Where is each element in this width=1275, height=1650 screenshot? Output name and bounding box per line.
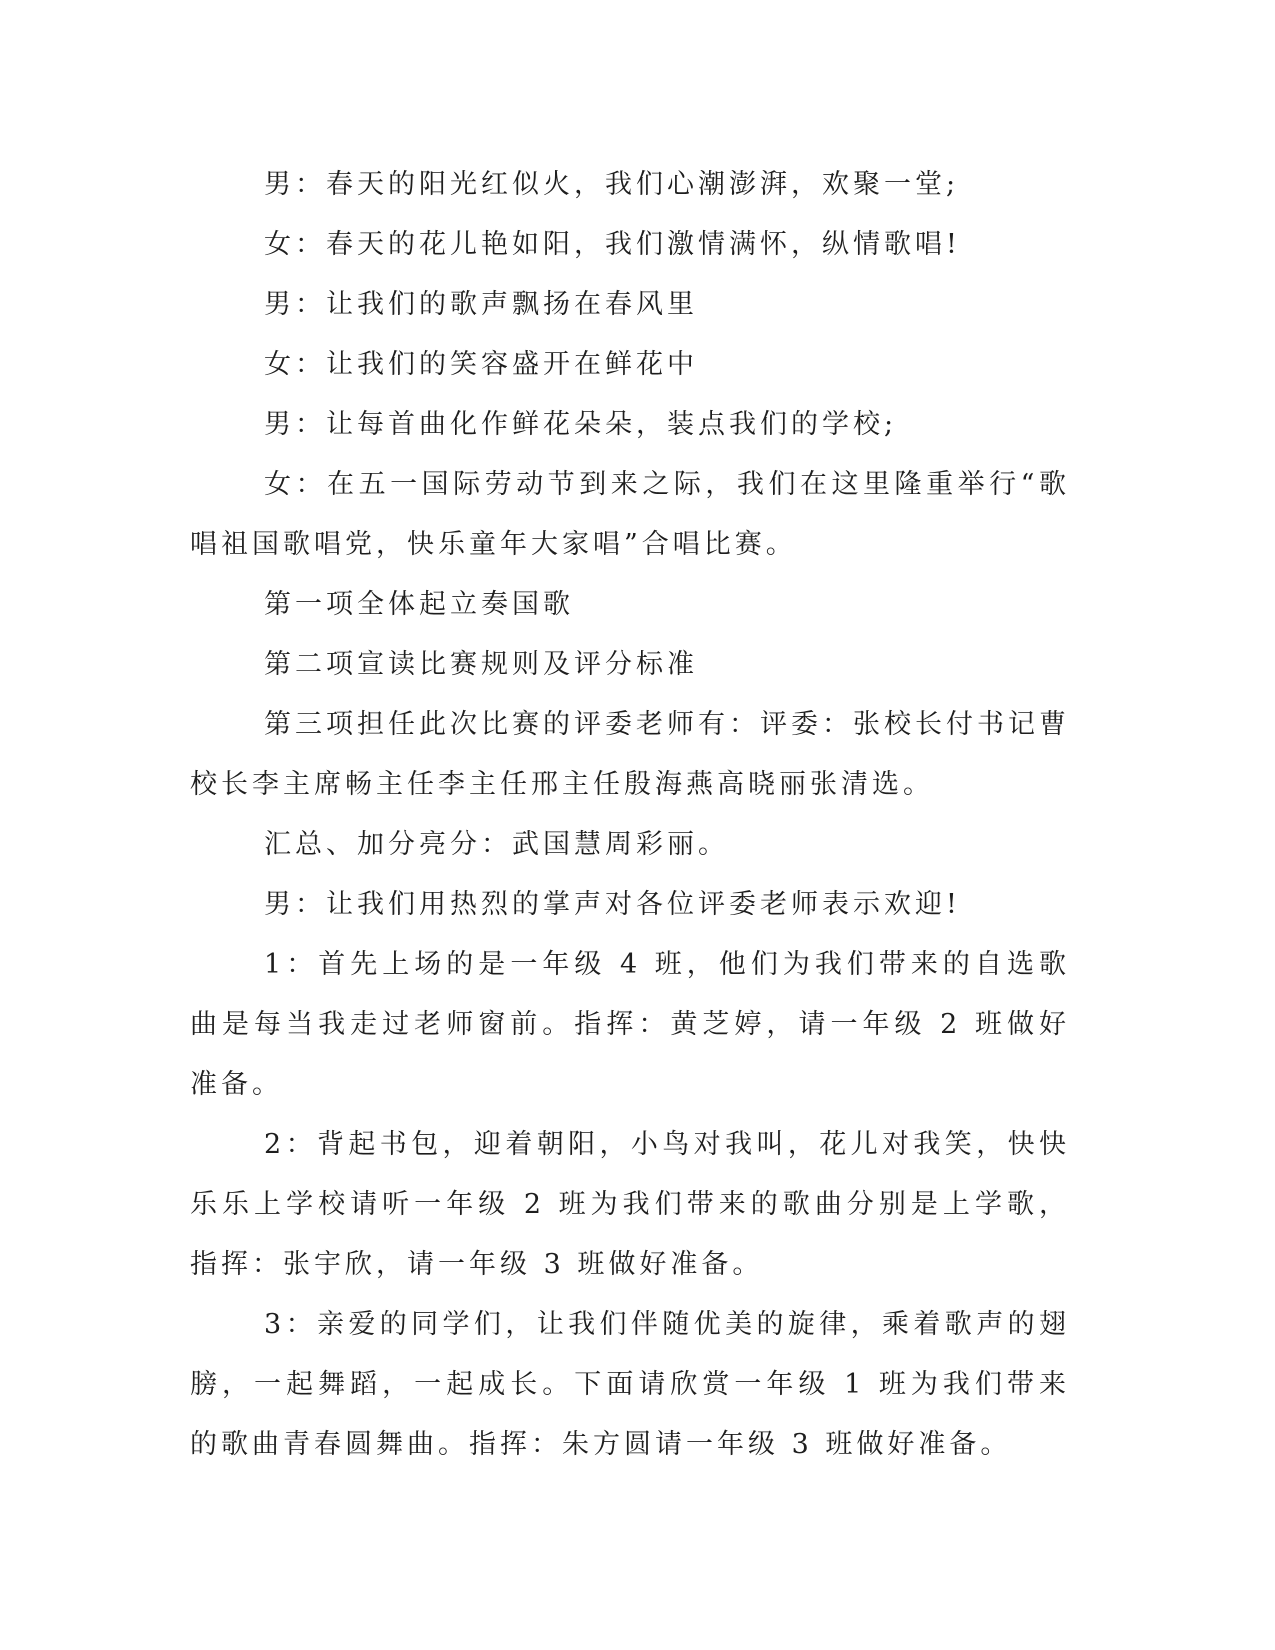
paragraph-female-3: 女：在五一国际劳动节到来之际，我们在这里隆重举行“歌唱祖国歌唱党，快乐童年大家唱”合唱比赛。 (190, 469, 1070, 560)
paragraph-male-welcome: 男：让我们用热烈的掌声对各位评委老师表示欢迎! (264, 889, 961, 920)
paragraph-summary: 汇总、加分亮分：武国慧周彩丽。 (264, 829, 729, 860)
paragraph-item-1: 第一项全体起立奏国歌 (264, 589, 574, 620)
document-page (190, 155, 1070, 1475)
paragraph-performance-1: 1：首先上场的是一年级 4 班，他们为我们带来的自选歌曲是每当我走过老师窗前。指挥：黄芝婷，请一年级 2 班做好准备。 (190, 949, 1070, 1100)
paragraph-male-2: 男：让我们的歌声飘扬在春风里 (264, 289, 698, 320)
paragraph-female-2: 女：让我们的笑容盛开在鲜花中 (264, 349, 698, 380)
paragraph-performance-2: 2：背起书包，迎着朝阳，小鸟对我叫，花儿对我笑，快快乐乐上学校请听一年级 2 班为我们带来的歌曲分别是上学歌，指挥：张宇欣，请一年级 3 班做好准备。 (190, 1129, 1070, 1280)
paragraph-female-1: 女：春天的花儿艳如阳，我们激情满怀，纵情歌唱! (264, 229, 961, 260)
paragraph-item-2: 第二项宣读比赛规则及评分标准 (264, 649, 698, 680)
paragraph-performance-3: 3：亲爱的同学们，让我们伴随优美的旋律，乘着歌声的翅膀，一起舞蹈，一起成长。下面请欣赏一年级 1 班为我们带来的歌曲青春圆舞曲。指挥：朱方圆请一年级 3 班做好准备。 (190, 1309, 1070, 1460)
paragraph-item-3: 第三项担任此次比赛的评委老师有：评委：张校长付书记曹校长李主席畅主任李主任邢主任殷海燕高晓丽张清选。 (190, 709, 1070, 800)
paragraph-male-1: 男：春天的阳光红似火，我们心潮澎湃，欢聚一堂; (264, 169, 960, 200)
paragraph-male-3: 男：让每首曲化作鲜花朵朵，装点我们的学校; (264, 409, 898, 440)
